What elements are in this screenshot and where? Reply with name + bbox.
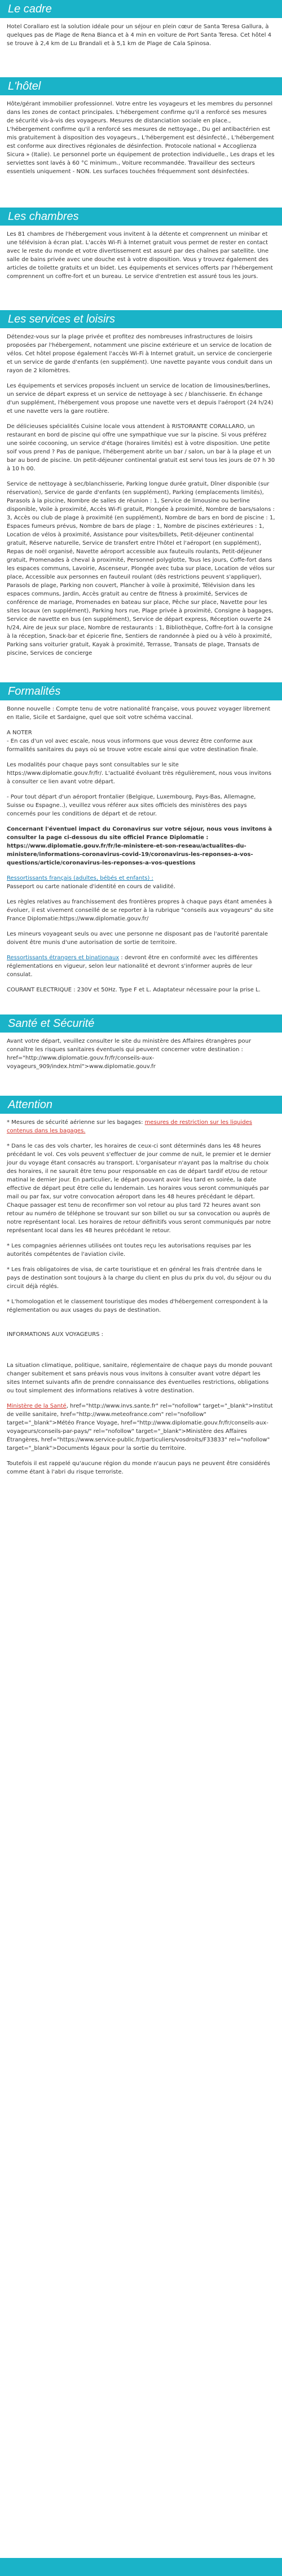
formalites-etrangers-text: : devront être en conformité avec les différentes réglementations en vigueur, selon leur nationalité et devront s'informer auprès de leur consulat. [7, 955, 258, 978]
formalites-regles: Les règles relatives au franchissement des frontières propres à chaque pays étant amenées à évoluer, il est vivement conseillé de se reporter à la rubrique "conseils aux voyageurs" du site France Diplomatie:https://www.diplomatie.gouv.fr/ [7, 899, 274, 922]
hotel-paragraph: Hôte/gérant immobilier professionnel. Votre entre les voyageurs et les membres du personnel dans les zones de contact principales. L'hébergement confirme qu'il a renforcé ses mesures de sécurité vis-à-vis des voyageurs. Mesures de distanciation sociale en place., L'hébergement confirme qu'il a renforcé ses mesures de nettoyage., Du gel antibactérien est mis gratuitement à disposition des voyageurs., L'hébergement est désinfecté., L'hébergement est conforme aux directives régionales de désinfection. Protocole national « Accoglienza Sicura » (Italie). Le personnel porte un équipement de protection individuelle., Les draps et les serviettes sont lavés à 60 °C minimum., Voiture recommandée. Travailleur des secteurs essentiels uniquement - NON. Les surfaces touchées fréquemment sont désinfectées. [7, 101, 275, 175]
attention-liens-text: , href="http://www.invs.sante.fr" rel="nofollow" target="_blank">Institut de veille sanitaire, href="http://www.meteofrance.com" rel="nofollow" target="_blank">Météo France Voyage, href="http://www.diplomatie.gouv.fr/fr/conseils-aux-voyageurs/conseils-par-pays/" rel="nofollow" target="_blank">Ministère des Affaires Étrangères, href="https://www.service-public.fr/particuliers/vosdroits/F33833" rel="nofollow" target="_blank">Documents légaux pour la sortie du territoire. [7, 1403, 273, 1452]
attention-homologation: * L'homologation et le classement touristique des modes d'hébergement correspondent à la réglementation ou aux usages du pays de destination. [7, 1299, 268, 1313]
formalites-body [0, 700, 282, 1008]
services-paragraph-3: De délicieuses spécialités Cuisine locale vous attendent à RISTORANTE CORALLARO, un restaurant en bord de piscine qui offre une sympathique vue sur la piscine. Si vous préférez une soirée cocooning, un service d'étage (horaires limités) est à votre disposition. Une petite soif vous prend ? Pas de panique, l'hébergement abrite un bar / salon, un bar à la plage et un bar au bord de piscine. Un petit-déjeuner continental gratuit est servi tous les jours de 07 h 30 à 10 h 00. [7, 424, 275, 472]
formalites-escale: - En cas d'un vol avec escale, nous vous informons que vous devrez être conforme aux formalités sanitaires du pays où se trouve votre escale ainsi que votre destination finale. [7, 738, 258, 753]
footer-band [0, 2558, 282, 2576]
section-services [0, 310, 282, 671]
section-attention [0, 1096, 282, 1490]
liquides-restriction-link[interactable]: mesures de restriction sur les liquides contenus dans les bagages. [7, 1119, 253, 1134]
attention-frais: * Les frais obligatoires de visa, de carte touristique et en général les frais d'entrée dans le pays de destination sont toujours à la charge du client en plus du prix du vol, du séjour ou du circuit déjà réglés. [7, 1267, 271, 1290]
formalites-intro: Bonne nouvelle : Compte tenu de votre nationalité française, vous pouvez voyager librement en Italie, Sicile et Sardaigne, quel que soit votre schéma vaccinal. [7, 706, 271, 721]
cadre-body [0, 18, 282, 61]
section-title-hotel: L'hôtel [0, 77, 282, 95]
formalites-a-noter: A NOTER [7, 730, 32, 736]
section-hotel [0, 77, 282, 189]
services-paragraph-1: Détendez-vous sur la plage privée et profitez des nombreuses infrastructures de loisirs proposées par l'hébergement, notamment une piscine extérieure et un service de location de vélos. Cet hôtel propose également l'accès Wi-Fi à Internet gratuit, un service de conciergerie et un service de garde d'enfants (en supplément). Une navette payante vous conduit dans un rayon de 2 kilomètres. [7, 334, 272, 374]
attention-compagnies: * Les compagnies aériennes utilisées ont toutes reçu les autorisations requises par les autorités compétentes de l'aviation civile. [7, 1243, 252, 1258]
services-paragraph-2: Les équipements et services proposés incluent un service de location de limousines/berlines, un service de départ express et un service de nettoyage à sec / blanchisserie. En échange d'un supplément, l'hébergement vous propose une navette vers et depuis l'aéroport (24 h/24) et une navette vers la gare routière. [7, 383, 274, 414]
attention-situation: La situation climatique, politique, sanitaire, réglementaire de chaque pays du monde pouvant changer subitement et sans préavis nous vous invitons à consulter avant votre départ les sites Internet suivants afin de prendre connaissance des éventuelles restrictions, obligations ou tout simplement des informations relatives à votre destination. [7, 1362, 272, 1394]
ressortissants-francais-link[interactable]: Ressortissants français (adultes, bébés et enfants) : [7, 875, 153, 881]
section-title-sante: Santé et Sécurité [0, 1014, 282, 1033]
section-cadre [0, 0, 282, 61]
attention-body [0, 1114, 282, 1490]
formalites-frontalier: - Pour tout départ d'un aéroport frontalier (Belgique, Luxembourg, Pays-Bas, Allemagne, Suisse ou Espagne..), veuillez vous référer aux sites officiels des ministères des pays concernés pour les conditions de départ et de retour. [7, 794, 256, 817]
attention-vols-charter: * Dans le cas des vols charter, les horaires de ceux-ci sont déterminés dans les 48 heures précédant le vol. Ces vols peuvent s'effectuer de jour comme de nuit, le premier et le dernier jour du voyage étant consacrés au transport. L'organisateur n'ayant pas la maîtrise du choix des horaires, il ne saurait être tenu pour responsable en cas de départ tardif et/ou de retour matinal le dernier jour. En particulier, le départ pouvant avoir lieu tard en soirée, la date effective de départ peut être celle du lendemain. Les horaires vous seront communiqués par mail ou par fax, sur votre convocation aéroport dans les 48 heures précédant le départ. Chaque passager est tenu de reconfirmer son vol retour au plus tard 72 heures avant son retour au numéro de téléphone se trouvant sur son billet ou sur sa convocation ou auprès de notre représentant local. Les horaires de retour définitifs vous seront communiqués par notre représentant local dans les 48 heures précédant le retour. [7, 1143, 271, 1234]
formalites-mineurs: Les mineurs voyageant seuls ou avec une personne ne disposant pas de l'autorité parentale doivent être munis d'une autorisation de sortie de territoire. [7, 931, 268, 946]
sante-body [0, 1033, 282, 1084]
informations-voyageurs-heading: INFORMATIONS AUX VOYAGEURS : [7, 1331, 104, 1338]
section-title-formalites: Formalités [0, 682, 282, 700]
attention-securite-text: * Mesures de sécurité aérienne sur les bagages: [7, 1119, 143, 1126]
cadre-paragraph: Hotel Corallaro est la solution idéale pour un séjour en plein cœur de Santa Teresa Gallura, à quelques pas de Plage de Rena Bianca et à 4 min en voiture de Port Santa Teresa. Cet hôtel 4 se trouve à 2,4 km de Lu Brandali et à 5,1 km de Plage de Cala Spinosa. [7, 24, 272, 47]
ministere-sante-link[interactable]: Ministère de la Santé [7, 1403, 67, 1409]
section-title-attention: Attention [0, 1096, 282, 1114]
formalites-modalites: Les modalités pour chaque pays sont consultables sur le site https://www.diplomatie.gouv.fr/fr/. L'actualité évoluant très régulièrement, nous vous invitons à consulter ce lien avant votre départ. [7, 762, 272, 785]
section-sante [0, 1014, 282, 1084]
attention-terrorisme: Toutefois il est rappelé qu'aucune région du monde n'aucun pays ne peuvent être considérés comme étant à l'abri du risque terroriste. [7, 1461, 270, 1475]
services-paragraph-4: Service de nettoyage à sec/blanchisserie, Parking longue durée gratuit, Dîner disponible (sur réservation), Service de garde d'enfants (en supplément), Parking (emplacements limités), Parasols à la piscine, Nombre de salles de réunion : 1, Service de limousine ou berline disponible, Voile à proximité, Accès Wi-Fi gratuit, Plongée à proximité, Nombre de bars/salons : 3, Accès ou club de plage à proximité (en supplément), Nombre de bars en bord de piscine : 1, Espaces fumeurs prévus, Nombre de bars de plage : 1, Nombre de piscines extérieures : 1, Location de vélos à proximité, Assistance pour visites/billets, Petit-déjeuner continental gratuit, Réserve naturelle, Service de transfert entre l'hôtel et l'aéroport (en supplément), Repas de noël organisé, Navette aéroport accessible aux fauteuils roulants, Petit-déjeuner gratuit, Promenades à cheval à proximité, Personnel polyglotte, Tous les jours, Coffe-fort dans les espaces communs, Lavoirie, Ascenseur, Plongée avec tuba sur place, Location de vélos sur place, Accessible aux personnes en fauteuil roulant (dès restrictions peuvent s'appliquer), Parasols de plage, Parking non couvert, Plancher à voile à proximité, Télévision dans les espaces communs, Jardin, Accès gratuit au centre de fitness à proximité, Services de conférence de mariage, Promenades en bateau sur place, Pêche sur place, Navette pour les sites locaux (en supplément), Parking hors rue, Plage privée à proximité, Consigne à bagages, Service de navette en bus (en supplément), Service de départ express, Réception ouverte 24 h/24, Aire de jeux sur place, Nombre de restaurants : 1, Bibliothèque, Coffre-fort à la consigne à la réception, Snack-bar et épicerie fine, Sentiers de randonnée à pied ou à vélo à proximité, Parking sans voiturier gratuit, Kayak à proximité, Terrasse, Transats de plage, Transats de piscine, Services de concierge [7, 481, 275, 656]
chambres-body [0, 226, 282, 294]
section-title-chambres: Les chambres [0, 208, 282, 226]
section-title-services: Les services et loisirs [0, 310, 282, 328]
hotel-body [0, 95, 282, 189]
section-formalites [0, 682, 282, 1008]
formalites-passeport: Passeport ou carte nationale d'identité en cours de validité. [7, 884, 175, 890]
section-title-cadre: Le cadre [0, 0, 282, 18]
services-body [0, 328, 282, 671]
formalites-coronavirus-notice: Concernant l'éventuel impact du Coronavirus sur votre séjour, nous vous invitons à consulter la page ci-dessous du site officiel France Diplomatie : https://www.diplomatie.gouv.fr/fr/le-ministere-et-son-reseau/actualites-du-ministere/informations-coronavirus-covid-19/coronavirus-les-reponses-a-vos-questions/article/coronavirus-les-reponses-a-vos-questions [7, 826, 272, 866]
sante-paragraph: Avant votre départ, veuillez consulter le site du ministère des Affaires étrangères pour connaître les risques sanitaires éventuels qui peuvent concerner votre destination : href="http://www.diplomatie.gouv.fr/fr/conseils-aux-voyageurs_909/index.html">www.diplomatie.gouv.fr [7, 1038, 252, 1070]
section-chambres [0, 208, 282, 294]
formalites-courant: COURANT ELECTRIQUE : 230V et 50Hz. Type F et L. Adaptateur nécessaire pour la prise L. [7, 987, 261, 993]
ressortissants-etrangers-link[interactable]: Ressortissants étrangers et binationaux [7, 955, 120, 961]
chambres-paragraph: Les 81 chambres de l'hébergement vous invitent à la détente et comprennent un minibar et une télévision à écran plat. L'accès Wi-Fi à Internet gratuit vous permet de rester en contact avec le reste du monde et votre divertissement est assuré par des chaînes par satellite. Une salle de bains privée avec une douche est à votre disposition. Vous y trouvez également des articles de toilette gratuits et un bidet. Les équipements et services offerts par l'hébergement comprennent un coffre-fort et un bureau. Le service d'entretien est assuré tous les jours. [7, 231, 273, 280]
